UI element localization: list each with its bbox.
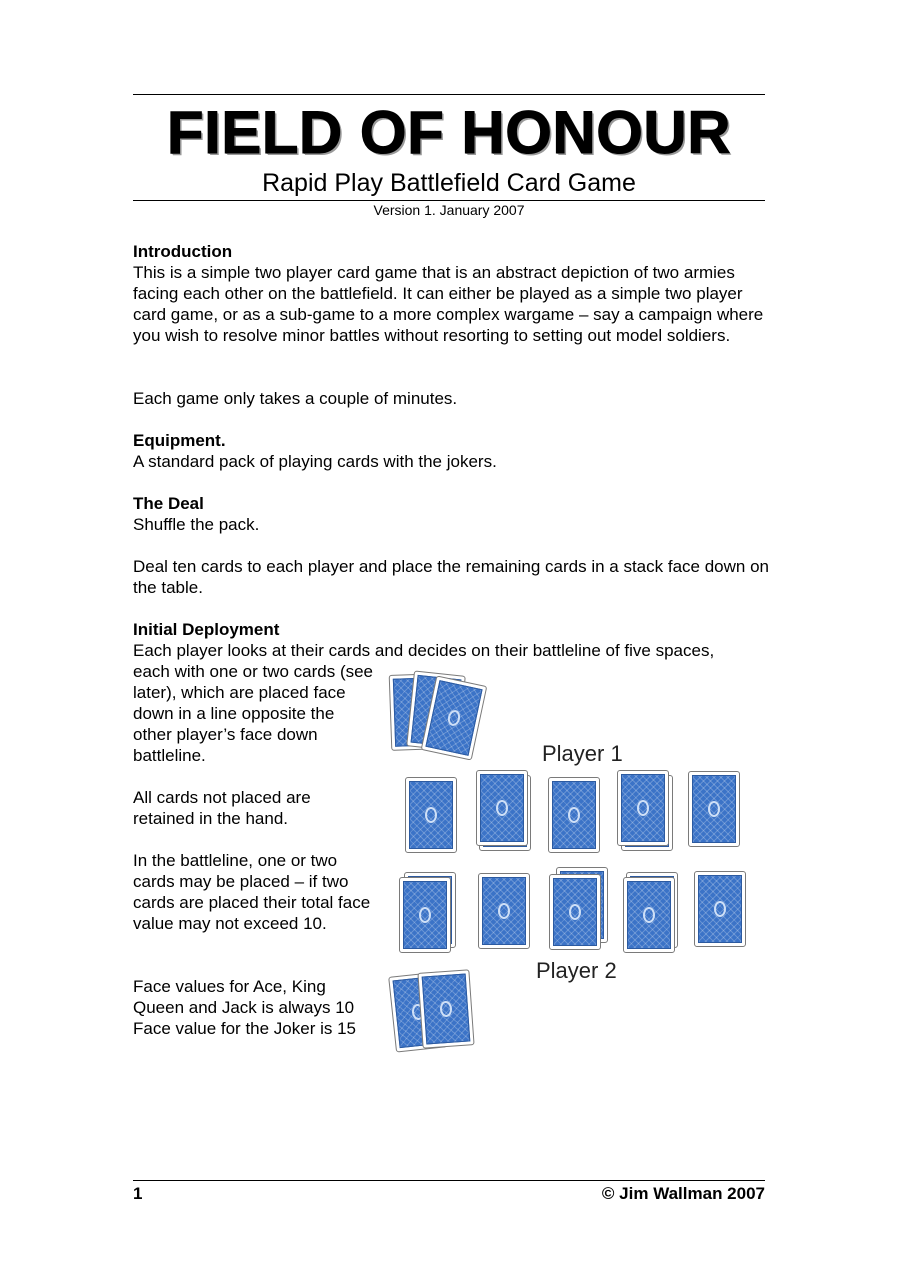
player2-battleline-card	[694, 871, 746, 947]
deployment-line1: Each player looks at their cards and decides on their battleline of five spaces,	[133, 641, 715, 660]
deployment-p4-line2: Queen and Jack is always 10	[133, 998, 355, 1017]
introduction-body: This is a simple two player card game that is an abstract depiction of two armies facing each other on the battlefield. It can either be played as a simple two player card game, or as a sub-game to a more complex wargame – say a campaign where you wish to resolve minor battles without resorting to setting out model soldiers.	[133, 263, 764, 345]
player2-battleline-card	[549, 874, 601, 950]
deployment-p1: each with one or two cards (see later), which are placed face down in a line opposite the other player’s face down battleline.	[133, 662, 374, 765]
deal-heading: The Deal	[133, 494, 204, 513]
player1-label: Player 1	[542, 741, 623, 766]
footer-rule	[133, 1180, 765, 1181]
deployment-p4-line3: Face value for the Joker is 15	[133, 1019, 357, 1038]
version-line: Version 1. January 2007	[373, 202, 525, 218]
player1-battleline-card	[688, 771, 740, 847]
copyright: © Jim Wallman 2007	[601, 1184, 765, 1203]
deployment-p4-line1: Face values for Ace, King	[133, 977, 326, 996]
player2-battleline-card	[399, 877, 451, 953]
deal-p2: Deal ten cards to each player and place the remaining cards in a stack face down on the table.	[133, 557, 769, 597]
introduction-note: Each game only takes a couple of minutes.	[133, 389, 458, 408]
deployment-heading: Initial Deployment	[133, 620, 280, 639]
player1-battleline-card	[617, 770, 669, 846]
player2-hand-card	[417, 969, 474, 1048]
page-number: 1	[133, 1184, 143, 1203]
deal-p1: Shuffle the pack.	[133, 515, 260, 534]
introduction-heading: Introduction	[133, 242, 233, 261]
page-subtitle: Rapid Play Battlefield Card Game	[262, 169, 636, 197]
player2-battleline-card	[623, 877, 675, 953]
deployment-p2: All cards not placed are retained in the hand.	[133, 788, 311, 828]
top-rule	[133, 94, 765, 95]
equipment-body: A standard pack of playing cards with the jokers.	[133, 452, 497, 471]
player2-battleline-card	[478, 873, 530, 949]
player1-battleline-card	[405, 777, 457, 853]
equipment-heading: Equipment.	[133, 431, 226, 450]
page-title: FIELD OF HONOUR	[166, 99, 732, 166]
deployment-p3: In the battleline, one or two cards may be placed – if two cards are placed their total face value may not exceed 10.	[133, 851, 371, 933]
player1-battleline-card	[476, 770, 528, 846]
player2-label: Player 2	[536, 958, 617, 983]
player1-battleline-card	[548, 777, 600, 853]
